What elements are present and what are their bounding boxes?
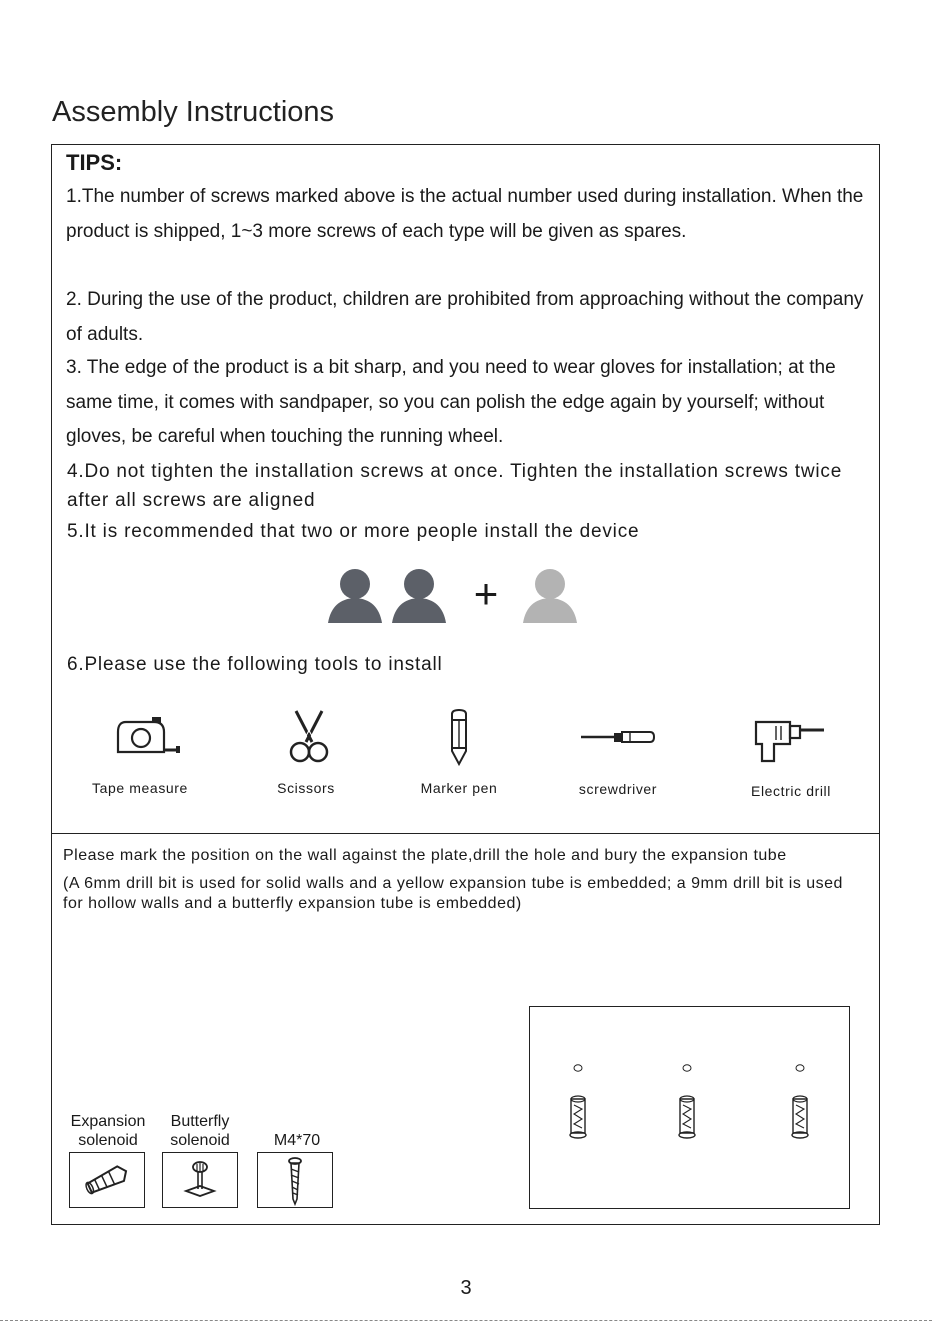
expansion-solenoid-box [69,1152,145,1208]
tip-4: 4.Do not tighten the installation screws at once. Tighten the installation screws twice after all screws are aligned [67,461,843,511]
person-icon [390,566,450,624]
tool-label-scissors: Scissors [277,780,335,796]
screwdriver-icon [580,726,656,748]
page-edge-line [0,1320,932,1321]
tip-2: 2. During the use of the product, children are prohibited from approaching without the company of adults. [66,289,864,345]
tips-heading: TIPS: [66,150,123,175]
wall-anchor-icon [792,1096,808,1138]
scissors-icon [286,708,332,764]
expansion-anchor-icon [70,1153,144,1207]
m4x70-screw-box [257,1152,333,1208]
electric-drill-icon [754,716,826,766]
person-icon [521,566,581,624]
plus-sign: + [473,570,499,617]
person-icon [326,566,386,624]
page-title: Assembly Instructions [52,96,335,128]
part-label-butterfly-solenoid: Butterfly solenoid [170,1113,230,1149]
page-number: 3 [460,1277,472,1299]
wall-anchor-diagram [530,1007,849,1208]
tip-1: 1.The number of screws marked above is the actual number used during installation. When the product is shipped, 1~3 more screws of each type will be given as spares. [66,186,864,242]
wall-anchor-icon [679,1096,695,1138]
tool-label-electric-drill: Electric drill [751,783,831,799]
wall-diagram [529,1006,850,1209]
tip-6: 6.Please use the following tools to install [67,654,443,675]
tip-3: 3. The edge of the product is a bit sharp, and you need to wear gloves for installation; at the same time, it comes with sandpaper, so you can polish the edge again by yourself; without gloves, be careful when touching the running wheel. [66,357,836,447]
screw-icon [258,1153,332,1207]
marker-pen-icon [448,708,470,766]
butterfly-solenoid-box [162,1152,238,1208]
tip-5: 5.It is recommended that two or more people install the device [67,521,640,542]
part-label-m4x70: M4*70 [273,1132,321,1149]
tool-label-marker-pen: Marker pen [420,780,498,796]
part-label-expansion-solenoid: Expansion solenoid [70,1113,146,1149]
butterfly-anchor-icon [163,1153,237,1207]
wall-anchor-icon [570,1096,586,1138]
tool-label-screwdriver: screwdriver [578,781,658,797]
mark-position-instruction: Please mark the position on the wall against the plate,drill the hole and bury the expansion tube [63,847,787,864]
tape-measure-icon [114,714,182,762]
tool-label-tape-measure: Tape measure [92,780,188,796]
drill-hole-marks [574,1065,804,1071]
drill-bit-note: (A 6mm drill bit is used for solid walls and a yellow expansion tube is embedded; a 9mm drill bit is used for hollow walls and a butterfly expansion tube is embedded) [63,875,843,912]
